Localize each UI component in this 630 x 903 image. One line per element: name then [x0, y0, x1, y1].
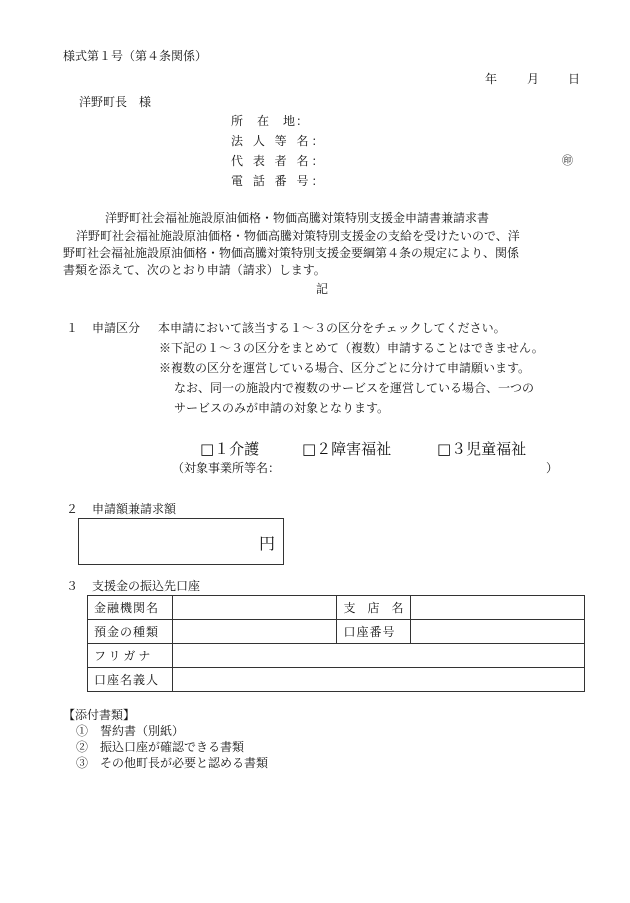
corp-name-label: 法 人 等 名： [231, 134, 327, 148]
table-row [88, 644, 585, 668]
phone-label: 電 話 番 号： [231, 174, 327, 188]
branch-name-field[interactable] [411, 596, 585, 620]
attachments-heading: 【添付書類】 [63, 708, 136, 722]
section1-number: １ [66, 321, 79, 335]
date-year: 年 [485, 72, 498, 86]
section2-label: 申請額兼請求額 [92, 502, 177, 516]
account-holder-field[interactable] [172, 668, 584, 692]
bank-name-label: 金融機関名 [88, 596, 173, 620]
form-number: 様式第１号（第４条関係） [63, 49, 208, 63]
seal-mark: ㊞ [562, 154, 573, 167]
section1-line-4: なお、同一の施設内で複数のサービスを運営している場合、一つの [174, 381, 535, 395]
attachment-item-2: ② 振込口座が確認できる書類 [76, 740, 245, 754]
section1-line-5: サービスのみが申請の対象となります。 [174, 401, 390, 415]
section2-number: ２ [66, 502, 79, 516]
section3-label: 支援金の振込先口座 [92, 579, 201, 593]
deposit-type-label: 預金の種類 [88, 620, 173, 644]
bank-name-field[interactable] [172, 596, 337, 620]
facility-name-open: （対象事業所等名： [172, 461, 281, 475]
table-row [88, 668, 585, 692]
yen-unit: 円 [258, 534, 275, 553]
account-holder-label: 口座名義人 [88, 668, 173, 692]
account-number-field[interactable] [411, 620, 585, 644]
date-month: 月 [527, 72, 540, 86]
deposit-type-field[interactable] [172, 620, 337, 644]
address-label: 所 在 地： [231, 114, 310, 128]
ki-mark: 記 [316, 282, 329, 296]
section1-label: 申請区分 [92, 321, 141, 335]
furigana-label: フリガナ [88, 644, 173, 668]
document-title: 洋野町社会福祉施設原油価格・物価高騰対策特別支援金申請書兼請求書 [105, 211, 490, 225]
option-child-checkbox[interactable]: □３児童福祉 [437, 440, 527, 458]
representative-label: 代 表 者 名： [231, 154, 327, 168]
furigana-field[interactable] [172, 644, 584, 668]
section3-number: ３ [66, 579, 79, 593]
option-disability-checkbox[interactable]: □２障害福祉 [302, 440, 392, 458]
account-number-label: 口座番号 [337, 620, 411, 644]
facility-name-close: ） [546, 461, 559, 475]
date-day: 日 [568, 72, 581, 86]
section1-line-3: ※複数の区分を運営している場合、区分ごとに分けて申請願います。 [159, 361, 531, 375]
table-row [88, 620, 585, 644]
section1-line-2: ※下記の１～３の区分をまとめて（複数）申請することはできません。 [159, 341, 544, 355]
intro-line-3: 書類を添えて、次のとおり申請（請求）します。 [63, 263, 326, 277]
option-care-checkbox[interactable]: □１介護 [200, 440, 260, 458]
attachment-item-3: ③ その他町長が必要と認める書類 [76, 756, 269, 770]
intro-line-2: 野町社会福祉施設原油価格・物価高騰対策特別支援金要綱第４条の規定により、関係 [63, 246, 520, 260]
amount-box[interactable] [78, 518, 284, 565]
section1-line-1: 本申請において該当する１～３の区分をチェックしてください。 [158, 321, 506, 335]
branch-name-label: 支 店 名 [337, 596, 411, 620]
bank-account-table [87, 595, 585, 692]
table-row [88, 596, 585, 620]
addressee: 洋野町長 様 [79, 95, 152, 109]
intro-line-1: 洋野町社会福祉施設原油価格・物価高騰対策特別支援金の支給を受けたいので、洋 [76, 229, 520, 243]
attachment-item-1: ① 誓約書（別紙） [76, 724, 185, 738]
